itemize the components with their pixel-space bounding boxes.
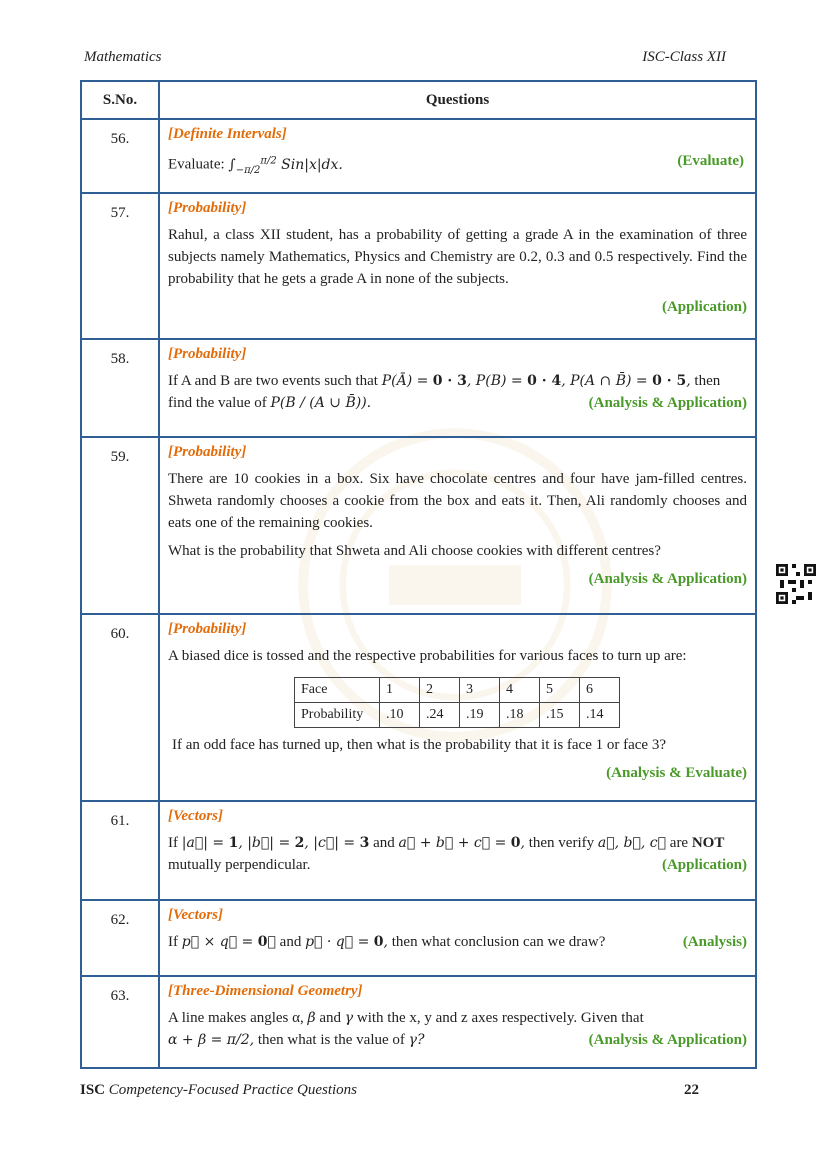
math-expression: p⃗ × q⃗ = 0⃗	[181, 934, 276, 950]
question-tag: (Analysis)	[682, 934, 747, 950]
question-text: with the x, y and z axes respectively. Given that	[356, 1010, 644, 1026]
question-number: 60.	[81, 614, 159, 801]
table-row	[81, 614, 756, 801]
face-cell: 6	[580, 678, 620, 703]
probability-cell: .19	[460, 703, 500, 728]
probability-cell: .24	[420, 703, 460, 728]
question-text: are	[669, 835, 689, 851]
question-tag: (Application)	[661, 299, 747, 315]
question-text: If an odd face has turned up, then what is the probability that it is face 1 or face 3?	[172, 737, 666, 753]
question-tag: (Analysis & Application)	[588, 571, 747, 587]
question-text: then what is the value of	[257, 1032, 405, 1048]
question-text: There are 10 cookies in a box. Six have chocolate centres and four have jam-filled centres. Shweta randomly chooses a cookie from the box and eats it. Then, Ali randomly chooses and eats one of the remaining cookies.	[168, 471, 747, 531]
table-row	[81, 900, 756, 976]
question-text: then what conclusion can we draw?	[391, 934, 606, 950]
math-expression: |a⃗| = 1, |b⃗| = 2, |c⃗| = 3	[181, 835, 370, 851]
question-text: then verify	[528, 835, 595, 851]
sno-header: S.No.	[81, 81, 159, 119]
table-row	[81, 193, 756, 339]
qr-code-icon[interactable]	[776, 564, 816, 604]
math-expression: γ?	[408, 1032, 425, 1048]
question-topic: [Vectors]	[168, 808, 223, 824]
question-topic: [Probability]	[168, 621, 247, 637]
question-number: 59.	[81, 437, 159, 614]
question-tag: (Analysis & Evaluate)	[606, 765, 747, 781]
face-cell: 5	[540, 678, 580, 703]
question-cell	[159, 614, 756, 801]
question-text: mutually perpendicular.	[168, 857, 311, 873]
question-number: 63.	[81, 976, 159, 1068]
math-expression: a⃗, b⃗, c⃗	[597, 835, 667, 851]
question-tag: (Analysis & Application)	[588, 1032, 747, 1048]
probability-cell: .15	[540, 703, 580, 728]
question-number: 57.	[81, 193, 159, 339]
question-topic: [Vectors]	[168, 907, 223, 923]
probability-cell: .18	[500, 703, 540, 728]
question-topic: [Probability]	[168, 444, 247, 460]
question-text: If	[168, 835, 178, 851]
probability-cell: .14	[580, 703, 620, 728]
question-text: If A and B are two events such that	[168, 373, 378, 389]
math-expression: β	[307, 1010, 316, 1026]
question-cell	[159, 119, 756, 193]
question-topic: [Probability]	[168, 200, 247, 216]
page-number: 22	[684, 1082, 699, 1098]
question-text: and	[373, 835, 395, 851]
header-class: ISC-Class XII	[642, 49, 726, 65]
face-cell: 4	[500, 678, 540, 703]
question-text: A biased dice is tossed and the respective probabilities for various faces to turn up are:	[168, 648, 687, 664]
question-topic: [Probability]	[168, 346, 247, 362]
face-cell: 2	[420, 678, 460, 703]
header-subject: Mathematics	[84, 49, 162, 65]
question-cell	[159, 193, 756, 339]
question-cell	[159, 976, 756, 1068]
table-row	[81, 437, 756, 614]
question-topic: [Definite Intervals]	[168, 126, 287, 142]
question-topic: [Three-Dimensional Geometry]	[168, 983, 363, 999]
table-header-row	[81, 81, 756, 119]
face-row	[295, 678, 620, 703]
face-label: Face	[295, 678, 380, 703]
question-number: 61.	[81, 801, 159, 900]
question-text: If	[168, 934, 178, 950]
math-expression: P(Ā) = 0 · 3, P(B) = 0 · 4, P(A ∩ B̄) = 0 · 5,	[381, 373, 691, 389]
question-number: 56.	[81, 119, 159, 193]
probability-row	[295, 703, 620, 728]
question-text: What is the probability that Shweta and Ali choose cookies with different centres?	[168, 543, 661, 559]
question-tag: (Analysis & Application)	[588, 395, 747, 411]
question-cell	[159, 339, 756, 437]
math-expression: α + β = π/2,	[168, 1032, 255, 1048]
question-tag: (Evaluate)	[677, 153, 744, 169]
question-number: 62.	[81, 900, 159, 976]
table-row	[81, 976, 756, 1068]
footer-brand: ISC	[80, 1082, 106, 1098]
footer-title: Competency-Focused Practice Questions	[108, 1082, 358, 1098]
question-cell	[159, 437, 756, 614]
question-text: and	[319, 1010, 342, 1026]
table-row	[81, 339, 756, 437]
math-expression: p⃗ · q⃗ = 0,	[305, 934, 388, 950]
question-text: Rahul, a class XII student, has a probability of getting a grade A in the examination of three subjects namely Mathematics, Physics and Chemistry are 0.2, 0.3 and 0.5 respectively. Find the probability that he gets a grade A in none of the subjects.	[168, 227, 747, 287]
math-expression: γ	[344, 1010, 354, 1026]
math-expression: a⃗ + b⃗ + c⃗ = 0,	[398, 835, 525, 851]
math-expression: P(B / (A ∪ B̄)).	[270, 395, 372, 411]
question-text-emphasis: NOT	[691, 835, 725, 851]
face-cell: 1	[380, 678, 420, 703]
question-text: A line makes angles α,	[168, 1010, 304, 1026]
question-text: Evaluate:	[168, 156, 225, 173]
table-row	[81, 801, 756, 900]
question-tag: (Application)	[661, 857, 747, 873]
math-integral: $\int_{-\pi/2}^{\pi/2}$ Sin|x|dx.	[228, 155, 343, 176]
probability-cell: .10	[380, 703, 420, 728]
question-text: and	[279, 934, 302, 950]
footer	[80, 1082, 357, 1099]
question-text: find the value of	[168, 395, 267, 411]
question-number: 58.	[81, 339, 159, 437]
probability-label: Probability	[295, 703, 380, 728]
questions-table	[80, 80, 757, 1069]
questions-header: Questions	[159, 81, 756, 119]
question-text: then	[694, 373, 721, 389]
table-row	[81, 119, 756, 193]
probability-table	[294, 677, 620, 728]
question-cell	[159, 801, 756, 900]
face-cell: 3	[460, 678, 500, 703]
question-cell	[159, 900, 756, 976]
